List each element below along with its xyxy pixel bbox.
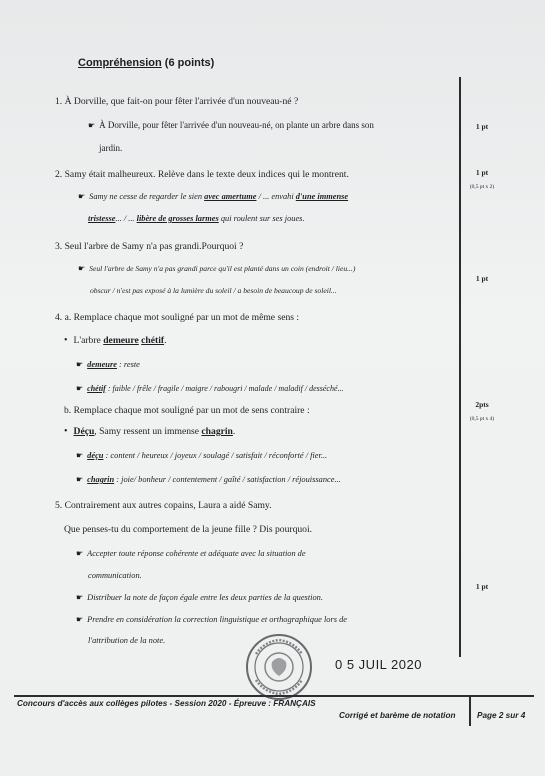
pointing-hand-icon: ☛ [76,360,84,369]
answer-2-line-1: ☛ Samy ne cesse de regarder le sien avec amertume / ... envahi d'une immense [78,192,349,201]
answer-2-line-2: tristesse... / ... libère de grosses larmes qui roulent sur ses joues. [88,214,305,223]
points-q5: 1 pt [475,582,489,591]
criterion-1-line-1: ☛ Accepter toute réponse cohérente et adéquate avec la situation de [76,549,306,558]
points-q4-detail: (0,5 pt x 4) [469,416,495,422]
points-q1: 1 pt [475,122,489,131]
pointing-hand-icon: ☛ [76,593,84,602]
points-q2: 1 pt [475,168,489,177]
answer-3-line-1: ☛ Seul l'arbre de Samy n'a pas grandi parce qu'il est planté dans un coin (endroit / lieu...) [78,264,356,273]
answer-4b-2: ☛ chagrin : joie/ bonheur / contentement / gaîté / satisfaction / réjouissance... [76,475,341,484]
pointing-hand-icon: ☛ [76,451,84,460]
pointing-hand-icon: ☛ [76,384,84,393]
pointing-hand-icon: ☛ [88,121,96,130]
answer-1-line-1: ☛ À Dorville, pour fêter l'arrivée d'un nouveau-né, on plante un arbre dans son [88,120,374,130]
official-seal [244,632,314,702]
points-q4: 2pts [475,400,489,409]
criterion-3-line-2: l'attribution de la note. [88,636,166,645]
question-3: 3. Seul l'arbre de Samy n'a pas grandi.Pourquoi ? [55,241,244,252]
stamp-date: 0 5 JUIL 2020 [335,657,422,672]
points-column-divider [459,77,461,657]
question-1: 1. À Dorville, que fait-on pour fêter l'arrivée d'un nouveau-né ? [55,96,299,107]
answer-4a-2: ☛ chétif : faible / frêle / fragile / maigre / rabougri / malade / maladif / desséché... [76,384,344,393]
pointing-hand-icon: ☛ [76,475,84,484]
section-title: Compréhension (6 points) [78,57,215,69]
criterion-2: ☛ Distribuer la note de façon égale entre les deux parties de la question. [76,593,323,602]
footer-page-number: Page 2 sur 4 [477,711,526,720]
pointing-hand-icon: ☛ [78,192,86,201]
pointing-hand-icon: ☛ [76,615,84,624]
answer-1-line-2: jardin. [99,143,123,153]
answer-3-line-2: obscur / n'est pas exposé à la lumière du soleil / a besoin de beaucoup de soleil... [90,286,337,295]
answer-4b-1: ☛ déçu : content / heureux / joyeux / soulagé / satisfait / réconforté / fier... [76,451,328,460]
bullet-icon: • [64,335,68,346]
points-q3: 1 pt [475,274,489,283]
footer-left: Concours d'accès aux collèges pilotes - Session 2020 - Épreuve : FRANÇAIS [17,699,316,708]
sentence-4b: • Déçu, Samy ressent un immense chagrin. [64,426,236,437]
pointing-hand-icon: ☛ [78,264,86,273]
question-4b: b. Remplace chaque mot souligné par un mot de sens contraire : [64,405,310,416]
question-5-line-1: 5. Contrairement aux autres copains, Laura a aidé Samy. [55,500,272,511]
answer-4a-1: ☛ demeure : reste [76,360,140,369]
points-q2-detail: (0,5 pt x 2) [469,184,495,190]
footer-divider [14,695,534,697]
sentence-4a: • L'arbre demeure chétif. [64,335,167,346]
question-5-line-2: Que penses-tu du comportement de la jeune fille ? Dis pourquoi. [64,524,313,535]
criterion-3-line-1: ☛ Prendre en considération la correction linguistique et orthographique lors de [76,615,347,624]
criterion-1-line-2: communication. [88,571,142,580]
pointing-hand-icon: ☛ [76,549,84,558]
footer-center: Corrigé et barème de notation [339,711,456,720]
bullet-icon: • [64,426,68,437]
question-4a: 4. a. Remplace chaque mot souligné par un mot de même sens : [55,312,300,323]
question-2: 2. Samy était malheureux. Relève dans le texte deux indices qui le montrent. [55,169,349,180]
footer-separator [469,696,471,726]
